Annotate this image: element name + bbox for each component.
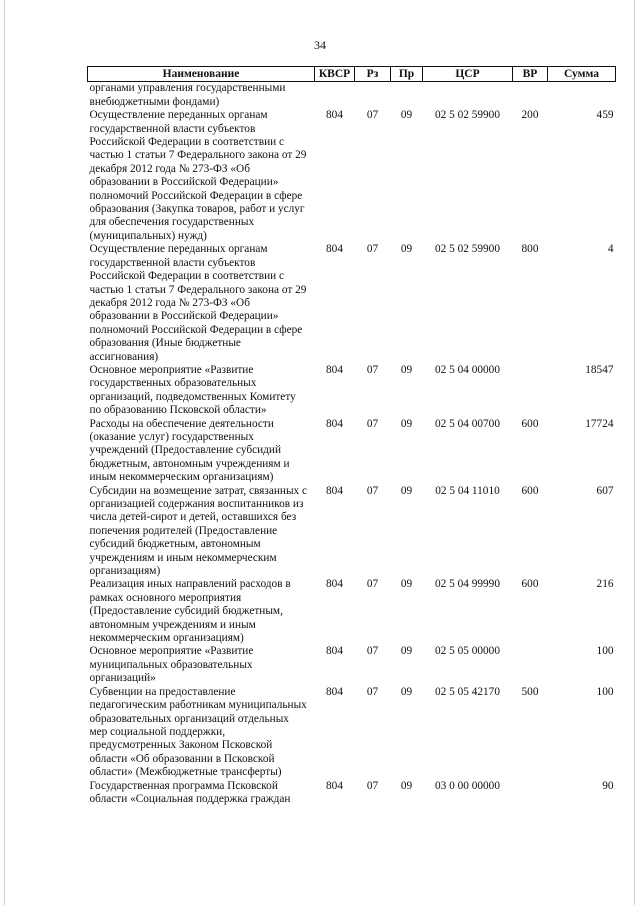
cell-kvsr: 804 [326,779,343,792]
cell-name: Реализация иных направлений расходов в рамках основного мероприятия (Предоставление субсидий бюджетным, автономным учреждениям и иным некоммерческим организациям) [89,578,291,645]
header-row [88,67,616,82]
cell-name: Субсидии на возмещение затрат, связанных с организацией содержания воспитанников из числа детей-сирот и детей, оставшихся без попечения родителей (Предоставление субсидий бюджетным, автономным учреждениям и иным некоммерческим организациям) [89,484,308,578]
cell-name: Осуществление переданных органам государственной власти субъектов Российской Федерации в соответствии с частью 1 статьи 7 Федерального закона от 29 декабря 2012 года № 273-ФЗ «Об образовании в Российской Федерации» полномочий Российской Федерации в сфере образования (Иные бюджетные ассигнования) [89,243,307,363]
table-row [88,82,616,109]
cell-rz: 07 [366,243,379,256]
cell-kvsr: 804 [326,109,343,122]
cell-rz: 07 [366,484,379,497]
cell-name: Государственная программа Псковской области «Социальная поддержка граждан [89,779,291,805]
cell-pr: 09 [400,685,413,698]
header-vr: ВР [513,67,548,82]
cell-name: Расходы на обеспечение деятельности (оказание услуг) государственных учреждений (Предоставление субсидий бюджетным, автономным учреждениям и иным некоммерческим организациям) [89,417,290,484]
cell-sum: 607 [596,484,614,497]
header-name: Наименование [88,67,315,82]
cell-kvsr: 804 [326,578,343,591]
cell-csr: 02 5 02 59900 [435,109,500,122]
cell-csr: 02 5 04 00700 [435,417,500,430]
cell-kvsr: 804 [326,645,343,658]
cell-csr: 02 5 02 59900 [435,243,500,256]
cell-sum: 4 [607,243,614,256]
cell-rz: 07 [366,417,379,430]
cell-vr: 800 [521,243,539,256]
cell-csr: 02 5 05 42170 [435,685,500,698]
table-row [88,243,616,364]
cell-rz: 07 [366,779,379,792]
table-header [88,67,616,82]
cell-vr [513,82,548,109]
cell-vr: 600 [521,417,539,430]
cell-pr: 09 [400,363,413,376]
cell-vr: 500 [521,685,539,698]
cell-csr: 02 5 04 99990 [435,578,500,591]
cell-pr: 09 [400,109,413,122]
cell-csr: 02 5 04 00000 [435,363,500,376]
cell-csr: 02 5 05 00000 [435,645,500,658]
cell-vr [513,364,548,418]
header-sum: Сумма [548,67,616,82]
cell-vr: 600 [521,578,539,591]
header-kvsr: КВСР [315,67,355,82]
cell-kvsr: 804 [326,685,343,698]
cell-pr: 09 [400,645,413,658]
cell-pr: 09 [400,243,413,256]
cell-vr: 200 [521,109,539,122]
cell-rz: 07 [366,645,379,658]
header-csr: ЦСР [423,67,513,82]
cell-rz: 07 [366,578,379,591]
cell-vr [513,645,548,685]
cell-vr: 600 [521,484,539,497]
table-row [88,109,616,243]
cell-sum: 216 [596,578,614,591]
cell-kvsr [315,82,355,109]
cell-sum: 100 [596,685,614,698]
cell-kvsr: 804 [326,363,343,376]
header-rz: Рз [355,67,391,82]
cell-sum: 18547 [585,363,614,376]
cell-rz [355,82,391,109]
cell-name: Основное мероприятие «Развитие муниципальных образовательных организаций» [89,645,254,685]
cell-csr: 03 0 00 00000 [435,779,500,792]
cell-csr: 02 5 04 11010 [435,484,500,497]
page-number: 34 [314,38,326,52]
cell-pr: 09 [400,417,413,430]
table-row [88,418,616,485]
table-row [88,485,616,579]
cell-rz: 07 [366,685,379,698]
table-body [88,82,616,806]
cell-sum: 17724 [585,417,614,430]
cell-sum: 90 [602,779,614,792]
cell-sum [548,82,616,109]
cell-csr [423,82,513,109]
cell-pr: 09 [400,484,413,497]
budget-table [87,66,616,806]
cell-rz: 07 [366,363,379,376]
cell-pr: 09 [400,578,413,591]
cell-pr [391,82,423,109]
table-row [88,645,616,685]
scan-margin-line-left [4,0,5,905]
cell-name: Субвенции на предоставление педагогическим работникам муниципальных образовательных организаций отдельных мер социальной поддержки, предусмотренных Законом Псковской области «Об образовании в Псковской области» (Межбюджетные трансферты) [89,685,307,779]
cell-kvsr: 804 [326,417,343,430]
cell-name: Основное мероприятие «Развитие государственных образовательных организаций, подведомственных Комитету по образованию Псковской области» [89,363,296,417]
cell-pr: 09 [400,779,413,792]
cell-kvsr: 804 [326,243,343,256]
cell-name: органами управления государственными внебюджетными фондами) [89,82,286,108]
cell-name: Осуществление переданных органам государственной власти субъектов Российской Федерации в соответствии с частью 1 статьи 7 Федерального закона от 29 декабря 2012 года № 273-ФЗ «Об образовании в Российской Федерации» полномочий Российской Федерации в сфере образования (Закупка товаров, работ и услуг для обеспечения государственных (муниципальных) нужд) [89,109,307,242]
cell-vr [513,780,548,807]
header-pr: Пр [391,67,423,82]
table-row [88,578,616,645]
table-row [88,780,616,807]
cell-sum: 100 [596,645,614,658]
table-row [88,686,616,780]
cell-rz: 07 [366,109,379,122]
cell-sum: 459 [596,109,614,122]
table-row [88,364,616,418]
cell-kvsr: 804 [326,484,343,497]
scan-margin-line-right [634,0,635,905]
